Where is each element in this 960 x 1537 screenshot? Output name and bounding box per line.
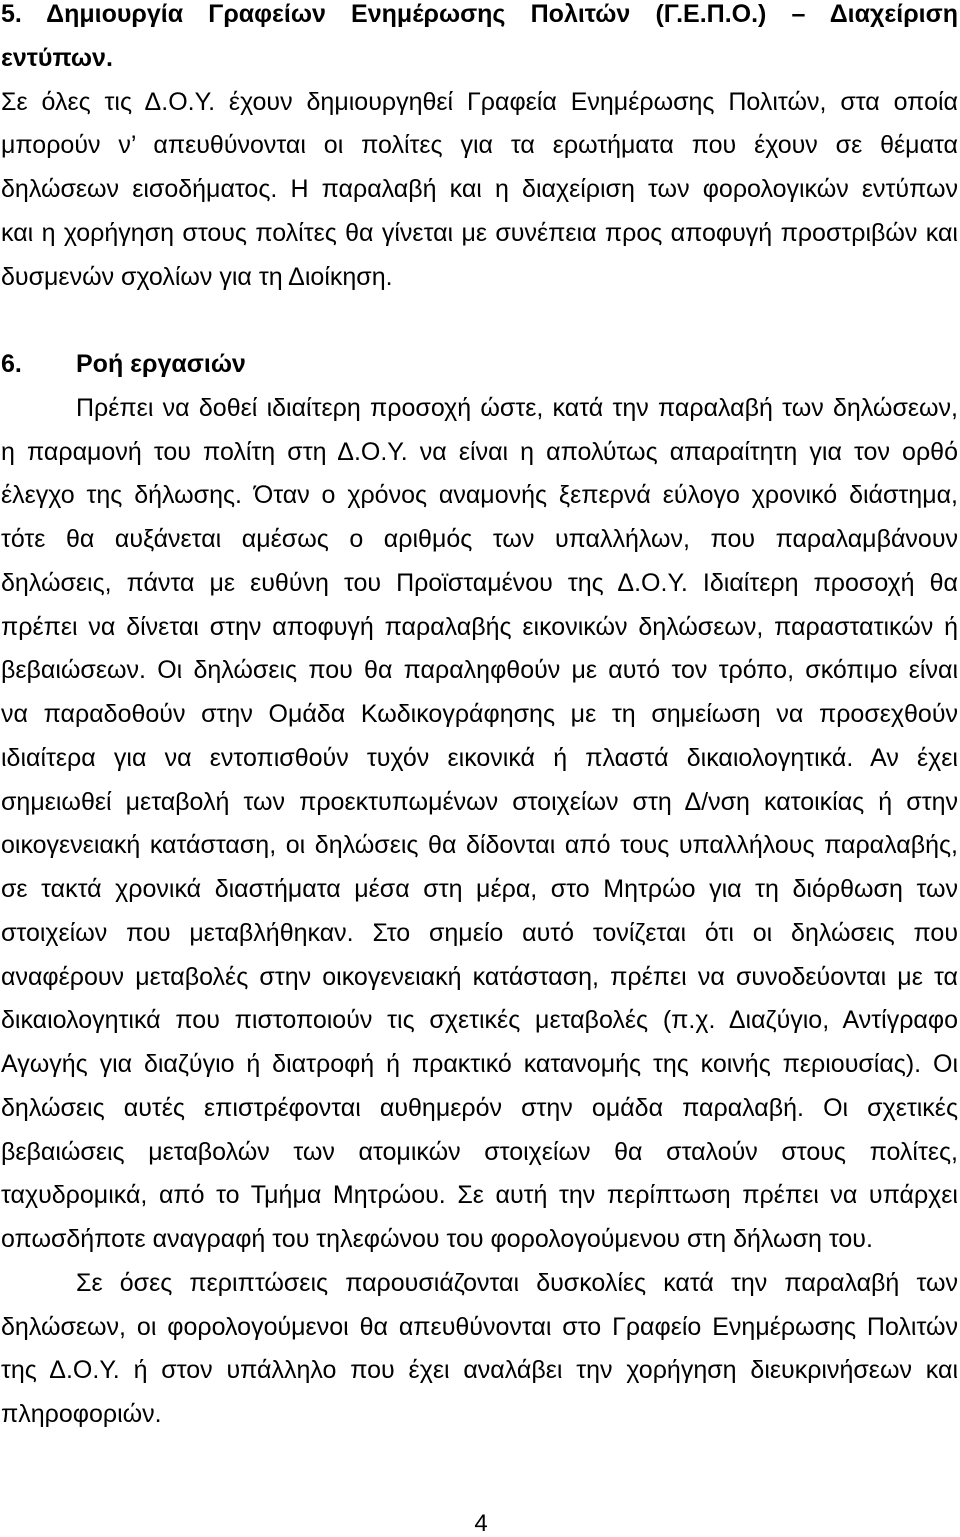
section-5 [1, 0, 958, 299]
paragraph-line: αναφέρουν μεταβολές στην οικογενειακή κατάσταση, πρέπει να συνοδεύονται με τα [1, 962, 958, 991]
paragraph-line: Πρέπει να δοθεί ιδιαίτερη προσοχή ώστε, κατά την παραλαβή των δηλώσεων, [76, 393, 958, 422]
paragraph-line: σε τακτά χρονικά διαστήματα μέσα στη μέρα, στο Μητρώο για τη διόρθωση των [1, 875, 958, 903]
paragraph [1, 1262, 958, 1437]
paragraph [1, 81, 958, 300]
section-heading [1, 343, 958, 387]
section-title: Ροή εργασιών [76, 350, 246, 378]
paragraph-line: ιδιαίτερα για να εντοπισθούν τυχόν εικονικά ή πλαστά δικαιολογητικά. Αν έχει [1, 743, 958, 772]
paragraph-line: δηλώσεων εισοδήματος. Η παραλαβή και η διαχείριση των φορολογικών εντύπων [1, 175, 958, 203]
paragraph-line: έλεγχο της δήλωσης. Όταν ο χρόνος αναμονής ξεπερνά εύλογο χρονικό διάστημα, [1, 481, 958, 510]
paragraph-line: της Δ.Ο.Υ. ή στον υπάλληλο που έχει αναλάβει την χορήγηση διευκρινήσεων και [1, 1356, 958, 1385]
paragraph [1, 387, 958, 1262]
section-6 [1, 343, 958, 1437]
paragraph-line: και η χορήγηση στους πολίτες θα γίνεται με συνέπεια προς αποφυγή προστριβών και [1, 218, 958, 247]
paragraph-line: Σε όλες τις Δ.Ο.Υ. έχουν δημιουργηθεί Γραφεία Ενημέρωσης Πολιτών, στα οποία [1, 87, 958, 116]
paragraph-line: οπωσδήποτε αναγραφή του τηλεφώνου του φορολογούμενου στη δήλωση του. [1, 1225, 873, 1253]
section-number: 6. [1, 350, 22, 378]
paragraph-line: τότε θα αυξάνεται αμέσως ο αριθμός των υπαλλήλων, που παραλαμβάνουν [1, 525, 958, 553]
paragraph-line: δηλώσεις, πάντα με ευθύνη του Προϊσταμένου της Δ.Ο.Υ. Ιδιαίτερη προσοχή θα [1, 568, 958, 597]
paragraph-line: να παραδοθούν στην Ομάδα Κωδικογράφησης με τη σημείωση να προσεχθούν [1, 700, 958, 728]
paragraph-line: οικογενειακή κατάσταση, οι δηλώσεις θα δίδονται από τους υπαλλήλους παραλαβής, [1, 831, 958, 860]
page-number: 4 [474, 1510, 488, 1537]
paragraph-line: πρέπει να δίνεται στην αποφυγή παραλαβής εικονικών δηλώσεων, παραστατικών ή [1, 612, 958, 641]
paragraph-line: βεβαιώσεων. Οι δηλώσεις που θα παραληφθούν με αυτό τον τρόπο, σκόπιμο είναι [1, 656, 958, 685]
paragraph-line: στοιχείων που μεταβλήθηκαν. Στο σημείο αυτό τονίζεται ότι οι δηλώσεις που [1, 918, 958, 947]
paragraph-line: βεβαιώσεις μεταβολών των ατομικών στοιχείων θα σταλούν στους πολίτες, [1, 1137, 958, 1166]
paragraph-line: δυσμενών σχολίων για τη Διοίκηση. [1, 262, 393, 291]
paragraph-line: Αγωγής για διαζύγιο ή διατροφή ή πρακτικό κατανομής της κοινής περιουσίας). Οι [1, 1050, 958, 1078]
section-heading-line: εντύπων. [1, 43, 113, 72]
section-heading-line: 5. Δημιουργία Γραφείων Ενημέρωσης Πολιτών (Γ.Ε.Π.Ο.) – Διαχείριση [1, 0, 958, 28]
blank-line [1, 299, 958, 343]
paragraph-line: ταχυδρομικά, από το Τμήμα Μητρώου. Σε αυτή την περίπτωση πρέπει να υπάρχει [1, 1181, 958, 1210]
paragraph-line: Σε όσες περιπτώσεις παρουσιάζονται δυσκολίες κατά την παραλαβή των [76, 1268, 958, 1297]
document-page [1, 0, 958, 1437]
paragraph-line: πληροφοριών. [1, 1400, 162, 1428]
paragraph-line: δηλώσεις αυτές επιστρέφονται αυθημερόν στην ομάδα παραλαβή. Οι σχετικές [1, 1093, 958, 1122]
paragraph-line: δικαιολογητικά που πιστοποιούν τις σχετικές μεταβολές (π.χ. Διαζύγιο, Αντίγραφο [1, 1006, 958, 1035]
paragraph-line: σημειωθεί μεταβολή των προεκτυπωμένων στοιχείων στη Δ/νση κατοικίας ή στην [1, 787, 958, 816]
paragraph-line: η παραμονή του πολίτη στη Δ.Ο.Υ. να είναι η απολύτως απαραίτητη για τον ορθό [1, 437, 958, 466]
paragraph-line: μπορούν ν’ απευθύνονται οι πολίτες για τα ερωτήματα που έχουν σε θέματα [1, 131, 958, 160]
paragraph-line: δηλώσεων, οι φορολογούμενοι θα απευθύνονται στο Γραφείο Ενημέρωσης Πολιτών [1, 1312, 958, 1341]
